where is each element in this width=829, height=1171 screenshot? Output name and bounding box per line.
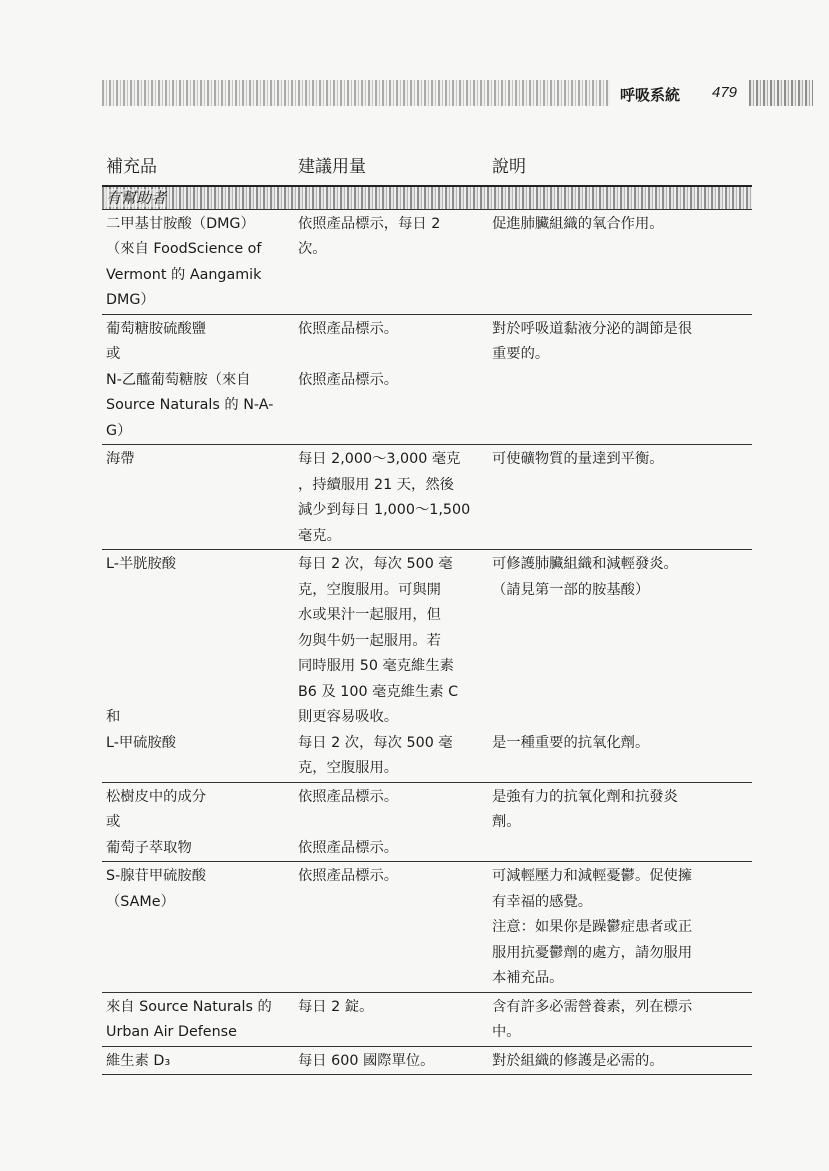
column-header-description: 說明 (488, 152, 752, 186)
supplement-cell: 松樹皮中的成分 或 葡萄子萃取物 (102, 782, 294, 862)
column-header-dosage: 建議用量 (294, 152, 488, 186)
table-row (102, 992, 752, 1046)
table-row (102, 209, 752, 314)
table-header-row (102, 152, 752, 186)
dosage-cell: 每日 600 國際單位。 (294, 1046, 488, 1075)
header-decorative-tab (749, 80, 813, 106)
table-row (102, 550, 752, 783)
table-row (102, 782, 752, 862)
supplement-table (102, 152, 752, 1075)
column-header-supplement: 補充品 (102, 152, 294, 186)
description-cell: 可減輕壓力和減輕憂鬱。促使擁 有幸福的感覺。 注意：如果你是躁鬱症患者或正 服用抗憂鬱劑的處方，請勿服用 本補充品。 (488, 862, 752, 993)
supplement-cell: 葡萄糖胺硫酸鹽 或 N-乙醯葡萄糖胺（來自 Source Naturals 的 N-A- G） (102, 314, 294, 445)
supplement-cell: 來自 Source Naturals 的 Urban Air Defense (102, 992, 294, 1046)
section-row (102, 186, 752, 210)
table-row (102, 445, 752, 550)
supplement-cell: 二甲基甘胺酸（DMG） （來自 FoodScience of Vermont 的 Aangamik DMG） (102, 209, 294, 314)
dosage-cell: 每日 2 次，每次 500 毫 克，空腹服用。可與開 水或果汁一起服用，但 勿與牛奶一起服用。若 同時服用 50 毫克維生素 B6 及 100 毫克維生素 C 則更容易吸收。 每日 2 次，每次 500 毫 克，空腹服用。 (294, 550, 488, 783)
description-cell: 可使礦物質的量達到平衡。 (488, 445, 752, 550)
description-cell: 是強有力的抗氧化劑和抗發炎 劑。 (488, 782, 752, 862)
table-row (102, 862, 752, 993)
description-cell: 對於組織的修護是必需的。 (488, 1046, 752, 1075)
dosage-cell: 依照產品標示，每日 2 次。 (294, 209, 488, 314)
supplement-cell: L-半胱胺酸 和 L-甲硫胺酸 (102, 550, 294, 783)
dosage-cell: 依照產品標示。 依照產品標示。 (294, 314, 488, 445)
running-title: 呼吸系統 (620, 86, 681, 104)
header-decorative-band (102, 80, 610, 106)
description-cell: 可修護肺臟組織和減輕發炎。 （請見第一部的胺基酸） 是一種重要的抗氧化劑。 (488, 550, 752, 783)
dosage-cell: 每日 2,000～3,000 毫克 ，持續服用 21 天，然後 減少到每日 1,000～1,500 毫克。 (294, 445, 488, 550)
dosage-cell: 依照產品標示。 (294, 862, 488, 993)
description-cell: 促進肺臟組織的氧合作用。 (488, 209, 752, 314)
page-number: 479 (712, 84, 738, 101)
section-title: 有幫助者 (102, 186, 752, 210)
dosage-cell: 依照產品標示。 依照產品標示。 (294, 782, 488, 862)
dosage-cell: 每日 2 錠。 (294, 992, 488, 1046)
description-cell: 對於呼吸道黏液分泌的調節是很 重要的。 (488, 314, 752, 445)
description-cell: 含有許多必需營養素，列在標示 中。 (488, 992, 752, 1046)
supplement-cell: 海帶 (102, 445, 294, 550)
table-row (102, 1046, 752, 1075)
supplement-cell: S-腺苷甲硫胺酸 （SAMe） (102, 862, 294, 993)
supplement-cell: 維生素 D₃ (102, 1046, 294, 1075)
table-row (102, 314, 752, 445)
